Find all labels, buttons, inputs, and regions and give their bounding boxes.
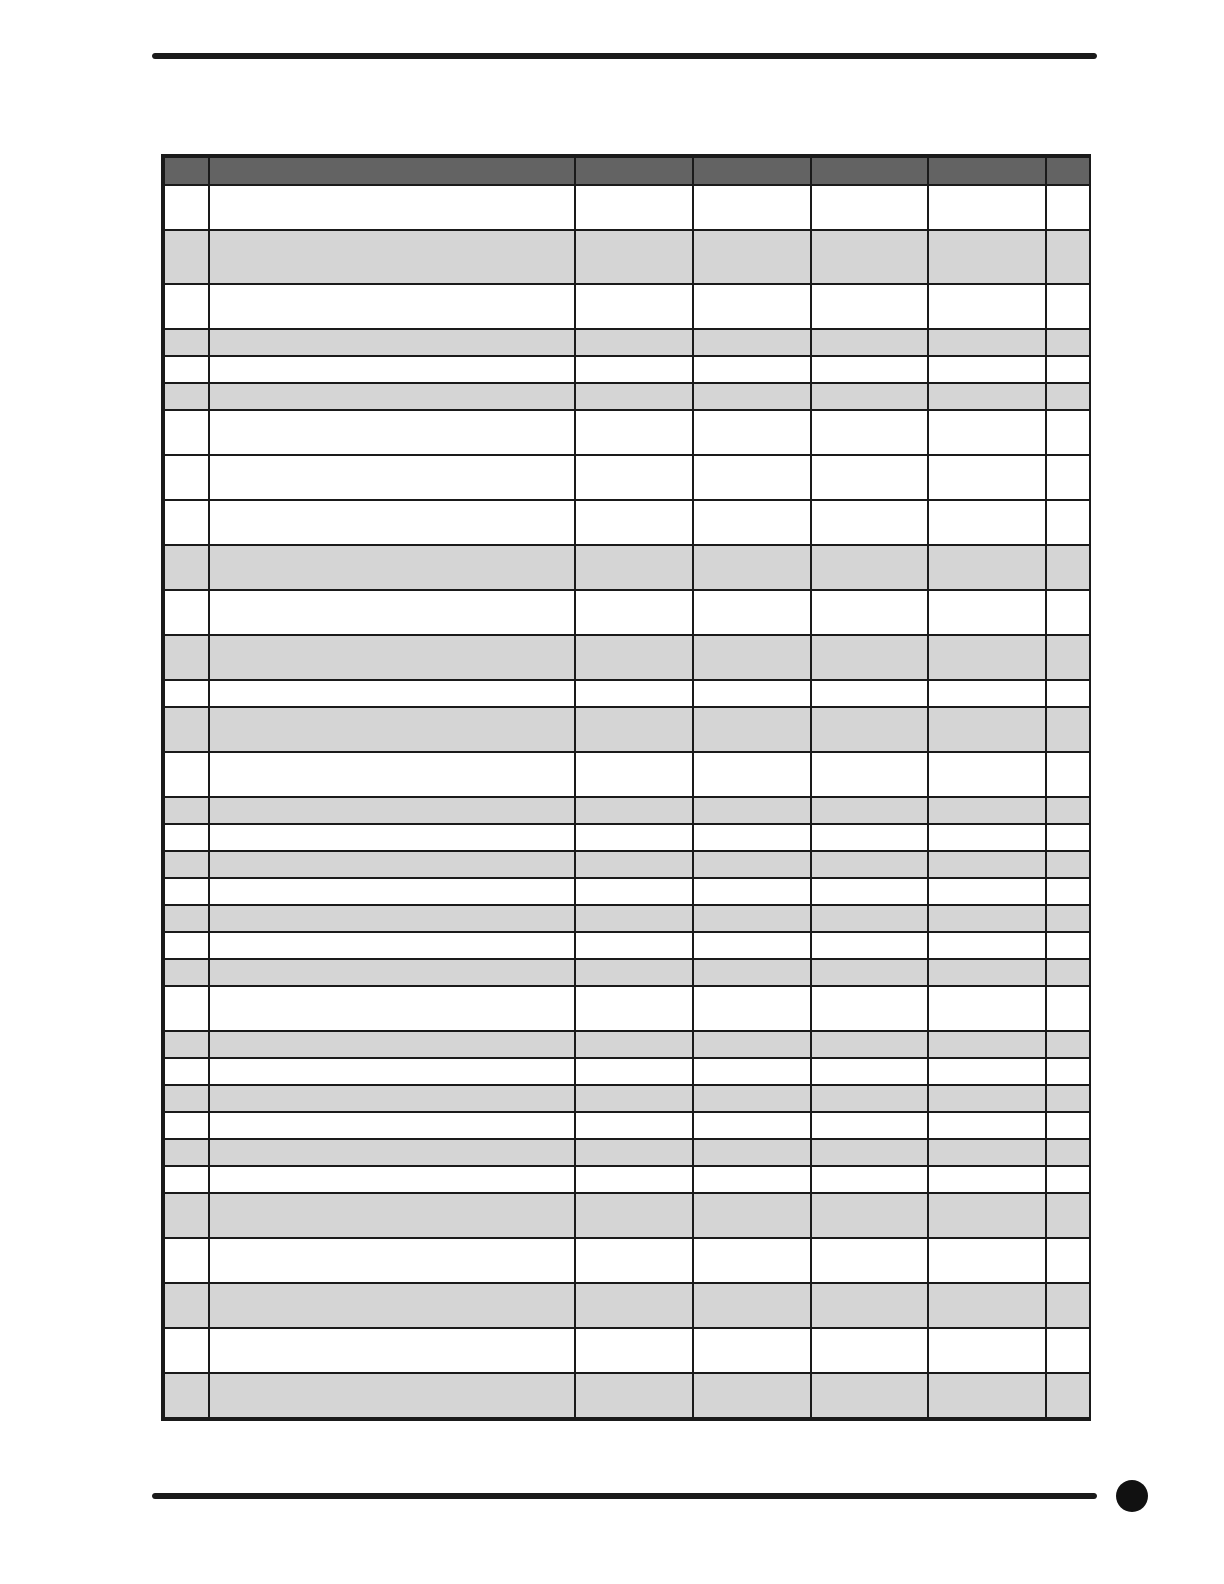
- table-cell-col5: [811, 284, 928, 329]
- table-cell-col5: [811, 383, 928, 410]
- table-cell-col5: [811, 356, 928, 383]
- table-cell-col7: [1046, 1031, 1090, 1058]
- table-cell-col5: [811, 1193, 928, 1238]
- table-cell-col5: [811, 824, 928, 851]
- table-cell-number: [164, 1058, 209, 1085]
- table-cell-col6: [928, 1373, 1046, 1418]
- table-cell-col5: [811, 851, 928, 878]
- table-cell-col5: [811, 959, 928, 986]
- top-rule: [152, 53, 1097, 59]
- table-cell-description: [209, 185, 575, 230]
- table-cell-col6: [928, 851, 1046, 878]
- table-cell-col4: [693, 752, 811, 797]
- table-cell-number: [164, 185, 209, 230]
- table-cell-col6: [928, 545, 1046, 590]
- table-cell-col7: [1046, 455, 1090, 500]
- table-row: [164, 284, 1090, 329]
- table-cell-col4: [693, 905, 811, 932]
- table-cell-col7: [1046, 1085, 1090, 1112]
- table-cell-description: [209, 410, 575, 455]
- table-header-row: [164, 157, 1090, 185]
- table-row: [164, 1193, 1090, 1238]
- table-cell-col3: [575, 1031, 693, 1058]
- table-cell-col7: [1046, 590, 1090, 635]
- table-cell-col3: [575, 1238, 693, 1283]
- header-cell-col7: [1046, 157, 1090, 185]
- table-cell-col4: [693, 590, 811, 635]
- table-cell-col7: [1046, 1373, 1090, 1418]
- table-cell-col4: [693, 635, 811, 680]
- table-cell-col3: [575, 1283, 693, 1328]
- table-row: [164, 959, 1090, 986]
- table-cell-col7: [1046, 1283, 1090, 1328]
- table-cell-col4: [693, 851, 811, 878]
- table-cell-col4: [693, 824, 811, 851]
- table-cell-col7: [1046, 680, 1090, 707]
- table-cell-col6: [928, 1166, 1046, 1193]
- table-cell-col5: [811, 1085, 928, 1112]
- table-body: [164, 185, 1090, 1418]
- table-cell-description: [209, 752, 575, 797]
- table-cell-number: [164, 1166, 209, 1193]
- table-cell-col6: [928, 284, 1046, 329]
- table-row: [164, 932, 1090, 959]
- table-cell-col7: [1046, 1328, 1090, 1373]
- table-cell-number: [164, 455, 209, 500]
- table-cell-col3: [575, 590, 693, 635]
- table-cell-col4: [693, 356, 811, 383]
- table-cell-col6: [928, 1283, 1046, 1328]
- table-cell-col5: [811, 986, 928, 1031]
- table-cell-col7: [1046, 500, 1090, 545]
- table-cell-description: [209, 959, 575, 986]
- table-cell-col5: [811, 1112, 928, 1139]
- table-row: [164, 383, 1090, 410]
- table-cell-description: [209, 500, 575, 545]
- table-cell-col5: [811, 410, 928, 455]
- table-cell-number: [164, 851, 209, 878]
- table-cell-number: [164, 932, 209, 959]
- table-cell-col5: [811, 932, 928, 959]
- table-cell-col7: [1046, 824, 1090, 851]
- table-cell-col3: [575, 284, 693, 329]
- table-cell-description: [209, 680, 575, 707]
- table-cell-col4: [693, 959, 811, 986]
- table-cell-col4: [693, 1166, 811, 1193]
- header-cell-description: [209, 157, 575, 185]
- table-cell-col4: [693, 1193, 811, 1238]
- table-cell-col3: [575, 878, 693, 905]
- table-cell-col4: [693, 1112, 811, 1139]
- table-cell-col6: [928, 1112, 1046, 1139]
- table-cell-col7: [1046, 905, 1090, 932]
- table-row: [164, 356, 1090, 383]
- table-row: [164, 878, 1090, 905]
- bottom-rule: [152, 1493, 1097, 1499]
- table-cell-col6: [928, 500, 1046, 545]
- table-cell-col5: [811, 1373, 928, 1418]
- table-cell-col6: [928, 383, 1046, 410]
- table-cell-description: [209, 986, 575, 1031]
- table-cell-number: [164, 383, 209, 410]
- table-cell-col7: [1046, 185, 1090, 230]
- table-cell-col5: [811, 545, 928, 590]
- table-cell-col3: [575, 230, 693, 284]
- table-cell-col6: [928, 635, 1046, 680]
- table-cell-col6: [928, 329, 1046, 356]
- table-cell-col3: [575, 383, 693, 410]
- table-cell-number: [164, 752, 209, 797]
- table-row: [164, 797, 1090, 824]
- table-cell-description: [209, 707, 575, 752]
- table-cell-col4: [693, 1139, 811, 1166]
- table-cell-col6: [928, 1058, 1046, 1085]
- table-cell-number: [164, 1283, 209, 1328]
- table-cell-description: [209, 383, 575, 410]
- table-cell-col5: [811, 752, 928, 797]
- table-cell-col5: [811, 329, 928, 356]
- table-row: [164, 1166, 1090, 1193]
- table-cell-number: [164, 1238, 209, 1283]
- table-cell-col4: [693, 329, 811, 356]
- table-cell-col7: [1046, 410, 1090, 455]
- table-cell-col5: [811, 905, 928, 932]
- table-cell-col7: [1046, 932, 1090, 959]
- table-row: [164, 635, 1090, 680]
- table-cell-col6: [928, 1193, 1046, 1238]
- table-cell-col3: [575, 185, 693, 230]
- table-cell-number: [164, 329, 209, 356]
- table-cell-col6: [928, 878, 1046, 905]
- table-cell-number: [164, 959, 209, 986]
- table-cell-col3: [575, 1166, 693, 1193]
- table-cell-col3: [575, 635, 693, 680]
- table-cell-number: [164, 680, 209, 707]
- table-row: [164, 1238, 1090, 1283]
- table-cell-description: [209, 1166, 575, 1193]
- table-cell-col3: [575, 752, 693, 797]
- table-cell-description: [209, 455, 575, 500]
- table-cell-number: [164, 797, 209, 824]
- table-cell-description: [209, 824, 575, 851]
- table-cell-col4: [693, 986, 811, 1031]
- table-cell-col3: [575, 1328, 693, 1373]
- table-cell-number: [164, 1373, 209, 1418]
- table-cell-description: [209, 1031, 575, 1058]
- data-table: [163, 156, 1091, 1419]
- table-cell-col4: [693, 1031, 811, 1058]
- table-cell-description: [209, 545, 575, 590]
- table-cell-col4: [693, 185, 811, 230]
- table-cell-col6: [928, 230, 1046, 284]
- table-cell-col3: [575, 455, 693, 500]
- table-cell-col4: [693, 545, 811, 590]
- table-cell-col3: [575, 410, 693, 455]
- table-cell-col7: [1046, 356, 1090, 383]
- table-cell-col6: [928, 905, 1046, 932]
- table-row: [164, 680, 1090, 707]
- table-cell-col4: [693, 383, 811, 410]
- table-cell-col5: [811, 878, 928, 905]
- table-cell-col4: [693, 230, 811, 284]
- table-cell-col5: [811, 707, 928, 752]
- table-row: [164, 329, 1090, 356]
- table-cell-col3: [575, 986, 693, 1031]
- table-cell-description: [209, 329, 575, 356]
- table-row: [164, 455, 1090, 500]
- table-cell-description: [209, 1139, 575, 1166]
- table-row: [164, 986, 1090, 1031]
- table-cell-col7: [1046, 545, 1090, 590]
- table-cell-description: [209, 1193, 575, 1238]
- table-cell-col3: [575, 905, 693, 932]
- table-cell-description: [209, 1085, 575, 1112]
- table-row: [164, 1112, 1090, 1139]
- table-cell-description: [209, 1058, 575, 1085]
- table-cell-col5: [811, 455, 928, 500]
- table-cell-col5: [811, 1283, 928, 1328]
- table-cell-col6: [928, 680, 1046, 707]
- table-cell-col6: [928, 1031, 1046, 1058]
- table-cell-number: [164, 230, 209, 284]
- table-cell-col6: [928, 1139, 1046, 1166]
- table-cell-col5: [811, 1031, 928, 1058]
- table-cell-description: [209, 1112, 575, 1139]
- table-cell-col7: [1046, 797, 1090, 824]
- table-cell-col7: [1046, 329, 1090, 356]
- table-cell-col4: [693, 500, 811, 545]
- table-cell-col7: [1046, 383, 1090, 410]
- table-cell-col4: [693, 1085, 811, 1112]
- table-cell-description: [209, 1328, 575, 1373]
- table-cell-number: [164, 500, 209, 545]
- table-cell-col6: [928, 932, 1046, 959]
- table-cell-description: [209, 635, 575, 680]
- table-row: [164, 707, 1090, 752]
- table-cell-number: [164, 707, 209, 752]
- table-cell-number: [164, 1193, 209, 1238]
- table-cell-col5: [811, 680, 928, 707]
- table-cell-description: [209, 851, 575, 878]
- header-cell-col6: [928, 157, 1046, 185]
- table-cell-description: [209, 284, 575, 329]
- header-cell-col5: [811, 157, 928, 185]
- table-cell-col3: [575, 1058, 693, 1085]
- table-cell-col6: [928, 752, 1046, 797]
- table-row: [164, 752, 1090, 797]
- table-cell-col3: [575, 680, 693, 707]
- page-marker-dot: [1116, 1480, 1148, 1512]
- table-cell-col6: [928, 410, 1046, 455]
- table-cell-col7: [1046, 1193, 1090, 1238]
- table-cell-number: [164, 284, 209, 329]
- table-cell-description: [209, 590, 575, 635]
- table-cell-col7: [1046, 752, 1090, 797]
- table-cell-col4: [693, 878, 811, 905]
- table-cell-col7: [1046, 707, 1090, 752]
- table-cell-number: [164, 1085, 209, 1112]
- table-cell-number: [164, 1031, 209, 1058]
- table-row: [164, 1139, 1090, 1166]
- table-cell-number: [164, 1139, 209, 1166]
- table-cell-col3: [575, 707, 693, 752]
- data-table-container: [161, 154, 1091, 1421]
- table-cell-col3: [575, 329, 693, 356]
- table-cell-col5: [811, 1058, 928, 1085]
- table-cell-number: [164, 878, 209, 905]
- table-cell-col4: [693, 1283, 811, 1328]
- table-cell-description: [209, 1283, 575, 1328]
- table-cell-col4: [693, 1328, 811, 1373]
- table-cell-description: [209, 797, 575, 824]
- table-cell-col4: [693, 1058, 811, 1085]
- table-cell-col4: [693, 284, 811, 329]
- table-cell-description: [209, 356, 575, 383]
- table-cell-col3: [575, 851, 693, 878]
- table-row: [164, 185, 1090, 230]
- header-cell-col3: [575, 157, 693, 185]
- table-cell-col3: [575, 356, 693, 383]
- table-cell-col6: [928, 986, 1046, 1031]
- table-row: [164, 1328, 1090, 1373]
- table-cell-col3: [575, 1139, 693, 1166]
- table-cell-col6: [928, 824, 1046, 851]
- table-cell-col7: [1046, 284, 1090, 329]
- table-row: [164, 1058, 1090, 1085]
- table-cell-description: [209, 905, 575, 932]
- table-cell-number: [164, 905, 209, 932]
- table-cell-col6: [928, 1328, 1046, 1373]
- table-cell-number: [164, 635, 209, 680]
- table-cell-col3: [575, 797, 693, 824]
- table-cell-col7: [1046, 230, 1090, 284]
- table-cell-col4: [693, 455, 811, 500]
- table-cell-description: [209, 230, 575, 284]
- table-cell-col3: [575, 959, 693, 986]
- table-row: [164, 545, 1090, 590]
- header-cell-col4: [693, 157, 811, 185]
- table-cell-col5: [811, 635, 928, 680]
- table-cell-col6: [928, 797, 1046, 824]
- table-row: [164, 1283, 1090, 1328]
- table-cell-number: [164, 1112, 209, 1139]
- table-cell-number: [164, 1328, 209, 1373]
- table-cell-description: [209, 1373, 575, 1418]
- table-cell-col4: [693, 797, 811, 824]
- table-cell-col4: [693, 680, 811, 707]
- table-cell-col5: [811, 1166, 928, 1193]
- table-cell-col5: [811, 1139, 928, 1166]
- table-cell-description: [209, 932, 575, 959]
- table-cell-col3: [575, 1373, 693, 1418]
- table-cell-col6: [928, 1238, 1046, 1283]
- table-cell-col6: [928, 959, 1046, 986]
- table-cell-col5: [811, 590, 928, 635]
- table-cell-col4: [693, 707, 811, 752]
- table-cell-number: [164, 545, 209, 590]
- table-row: [164, 824, 1090, 851]
- table-cell-col3: [575, 824, 693, 851]
- table-row: [164, 590, 1090, 635]
- table-cell-col3: [575, 1193, 693, 1238]
- header-cell-number: [164, 157, 209, 185]
- table-cell-col7: [1046, 1139, 1090, 1166]
- table-cell-col7: [1046, 1112, 1090, 1139]
- table-cell-col7: [1046, 959, 1090, 986]
- table-row: [164, 1085, 1090, 1112]
- table-row: [164, 500, 1090, 545]
- table-cell-number: [164, 824, 209, 851]
- table-cell-number: [164, 590, 209, 635]
- table-cell-col7: [1046, 1238, 1090, 1283]
- table-row: [164, 1031, 1090, 1058]
- table-cell-col7: [1046, 851, 1090, 878]
- table-row: [164, 230, 1090, 284]
- table-cell-col5: [811, 230, 928, 284]
- table-cell-col3: [575, 500, 693, 545]
- table-cell-col6: [928, 356, 1046, 383]
- table-cell-col4: [693, 1373, 811, 1418]
- table-cell-col7: [1046, 1166, 1090, 1193]
- table-cell-col6: [928, 590, 1046, 635]
- table-cell-col5: [811, 185, 928, 230]
- table-cell-col5: [811, 500, 928, 545]
- table-cell-col6: [928, 707, 1046, 752]
- table-row: [164, 410, 1090, 455]
- table-row: [164, 851, 1090, 878]
- table-cell-col3: [575, 1085, 693, 1112]
- table-cell-col3: [575, 1112, 693, 1139]
- table-cell-col6: [928, 1085, 1046, 1112]
- table-cell-description: [209, 878, 575, 905]
- table-cell-col7: [1046, 635, 1090, 680]
- table-cell-col3: [575, 545, 693, 590]
- table-cell-description: [209, 1238, 575, 1283]
- table-cell-col5: [811, 797, 928, 824]
- table-cell-number: [164, 410, 209, 455]
- table-cell-col7: [1046, 1058, 1090, 1085]
- table-cell-col7: [1046, 986, 1090, 1031]
- table-cell-col4: [693, 1238, 811, 1283]
- table-cell-col3: [575, 932, 693, 959]
- table-row: [164, 905, 1090, 932]
- table-cell-col4: [693, 932, 811, 959]
- table-cell-col5: [811, 1238, 928, 1283]
- table-cell-col6: [928, 455, 1046, 500]
- table-cell-col5: [811, 1328, 928, 1373]
- table-cell-col6: [928, 185, 1046, 230]
- table-cell-col4: [693, 410, 811, 455]
- table-cell-col7: [1046, 878, 1090, 905]
- table-cell-number: [164, 986, 209, 1031]
- table-cell-number: [164, 356, 209, 383]
- table-row: [164, 1373, 1090, 1418]
